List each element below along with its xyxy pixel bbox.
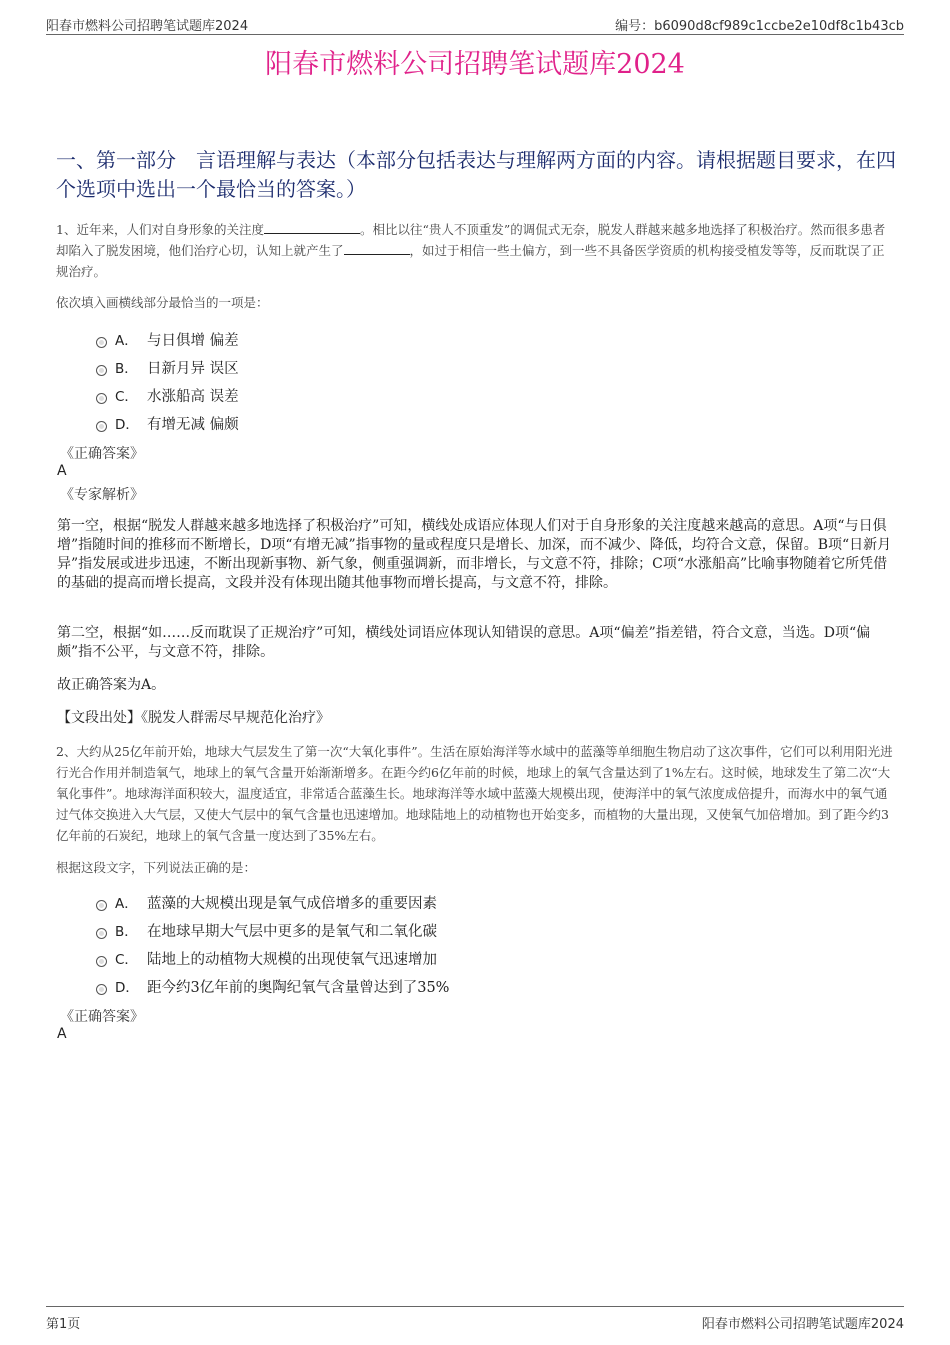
explanation-conclusion: 故正确答案为A。 — [57, 677, 166, 693]
radio-icon[interactable] — [96, 393, 107, 404]
header-doc-id: 编号：b6090d8cf989c1ccbe2e10df8c1b43cb — [615, 19, 904, 34]
explanation-source: 【文段出处】《脱发人群需尽早规范化治疗》 — [57, 710, 330, 726]
question-1-option-a[interactable] — [96, 328, 239, 350]
question-1-answer: A — [57, 463, 67, 479]
footer-page-number: 第1页 — [46, 1317, 81, 1332]
option-letter: D． — [115, 417, 139, 433]
option-text: 陆地上的动植物大规模的出现使氧气迅速增加 — [147, 951, 437, 968]
question-1-prompt: 依次填入画横线部分最恰当的一项是： — [56, 295, 269, 310]
question-1-answer-label: 《正确答案》 — [60, 446, 144, 462]
option-text: 日新月异 误区 — [147, 360, 239, 377]
question-2-answer: A — [57, 1026, 67, 1042]
question-1-option-b[interactable] — [96, 356, 239, 378]
question-1-text-part-c: ，如过于相信一些土偏方，到一些不具备医学资质的机构接受植发等等，反而耽误了正规治疗。 — [56, 243, 885, 279]
radio-icon[interactable] — [96, 956, 107, 967]
footer-doc-title: 阳春市燃料公司招聘笔试题库2024 — [701, 1317, 904, 1332]
option-text: 与日俱增 偏差 — [147, 332, 239, 349]
question-2-prompt: 根据这段文字，下列说法正确的是： — [56, 860, 257, 875]
radio-icon[interactable] — [96, 337, 107, 348]
question-1-option-d[interactable] — [96, 412, 239, 434]
option-letter: C． — [115, 389, 138, 405]
option-text: 在地球早期大气层中更多的是氧气和二氧化碳 — [147, 923, 437, 940]
option-letter: B． — [115, 361, 138, 377]
question-2-text: 2、大约从25亿年前开始，地球大气层发生了第一次“大氧化事件”。生活在原始海洋等水域中的蓝藻等单细胞生物启动了这次事件，它们可以利用阳光进行光合作用并制造氧气，地球上的氧气含量开始渐渐增多。在距今约6亿年前的时候，地球上的氧气含量达到了1%左右。这时候，地球发生了第二次“大氧化事件”。地球海洋面积较大，温度适宜，非常适合蓝藻生长。地球海洋等水域中蓝藻大规模出现，使海洋中的氧气浓度成倍提升，而海水中的氧气通过气体交换进入大气层，又使大气层中的氧气含量也迅速增加。地球陆地上的动植物也开始变多，而植物的大量出现，又使氧气加倍增加。到了距今约3亿年前的石炭纪，地球上的氧气含量一度达到了35%左右。 — [56, 744, 893, 843]
option-letter: A． — [115, 896, 138, 912]
radio-icon[interactable] — [96, 928, 107, 939]
question-2-option-d[interactable] — [96, 975, 449, 997]
page-header — [46, 14, 904, 35]
option-text: 有增无减 偏颇 — [147, 416, 239, 433]
question-2-answer-label: 《正确答案》 — [60, 1009, 144, 1025]
option-text: 距今约3亿年前的奥陶纪氧气含量曾达到了35% — [147, 979, 450, 996]
explanation-paragraph-2: 第二空，根据“如……反而耽误了正规治疗”可知，横线处词语应体现认知错误的意思。A项“偏差”指差错，符合文意，当选。D项“偏颇”指不公平，与文意不符，排除。 — [57, 625, 871, 660]
fill-blank-1 — [264, 219, 360, 234]
question-2-option-a[interactable] — [96, 891, 437, 913]
header-doc-title: 阳春市燃料公司招聘笔试题库2024 — [46, 19, 249, 34]
question-1-text — [56, 219, 896, 282]
page-footer — [46, 1306, 904, 1332]
question-1-analysis-label: 《专家解析》 — [60, 487, 144, 503]
question-1-text-part-b: 。相比以往“贵人不顶重发”的调侃式无奈，脱发人群越来越多地选择了积极治疗。然而很多患者却陷入了脱发困境，他们治疗心切，认知上就产生了 — [56, 222, 886, 258]
radio-icon[interactable] — [96, 421, 107, 432]
question-2-option-b[interactable] — [96, 919, 437, 941]
fill-blank-2 — [344, 240, 410, 255]
option-letter: B． — [115, 924, 138, 940]
option-text: 水涨船高 误差 — [147, 388, 239, 405]
explanation-paragraph-1: 第一空，根据“脱发人群越来越多地选择了积极治疗”可知，横线处成语应体现人们对于自身形象的关注度越来越高的意思。A项“与日俱增”指随时间的推移而不断增长，D项“有增无减”指事物的量或程度只是增长、加深，而不减少、降低，均符合文意，保留。B项“日新月异”指发展或进步迅速，不断出现新事物、新气象，侧重强调新，而非增长，与文意不符，排除；C项“水涨船高”比喻事物随着它所凭借的基础的提高而增长提高，文段并没有体现出随其他事物而增长提高，与文意不符，排除。 — [57, 518, 892, 591]
radio-icon[interactable] — [96, 900, 107, 911]
question-1-text-part-a: 1、近年来，人们对自身形象的关注度 — [56, 222, 264, 237]
page-title: 阳春市燃料公司招聘笔试题库2024 — [265, 49, 685, 80]
question-1-option-c[interactable] — [96, 384, 239, 406]
option-letter: C． — [115, 952, 138, 968]
option-text: 蓝藻的大规模出现是氧气成倍增多的重要因素 — [147, 895, 437, 912]
section-title: 一、第一部分 言语理解与表达（本部分包括表达与理解两方面的内容。请根据题目要求，在四个选项中选出一个最恰当的答案。） — [56, 148, 896, 201]
radio-icon[interactable] — [96, 365, 107, 376]
option-letter: D． — [115, 980, 139, 996]
radio-icon[interactable] — [96, 984, 107, 995]
option-letter: A． — [115, 333, 138, 349]
question-2-option-c[interactable] — [96, 947, 437, 969]
